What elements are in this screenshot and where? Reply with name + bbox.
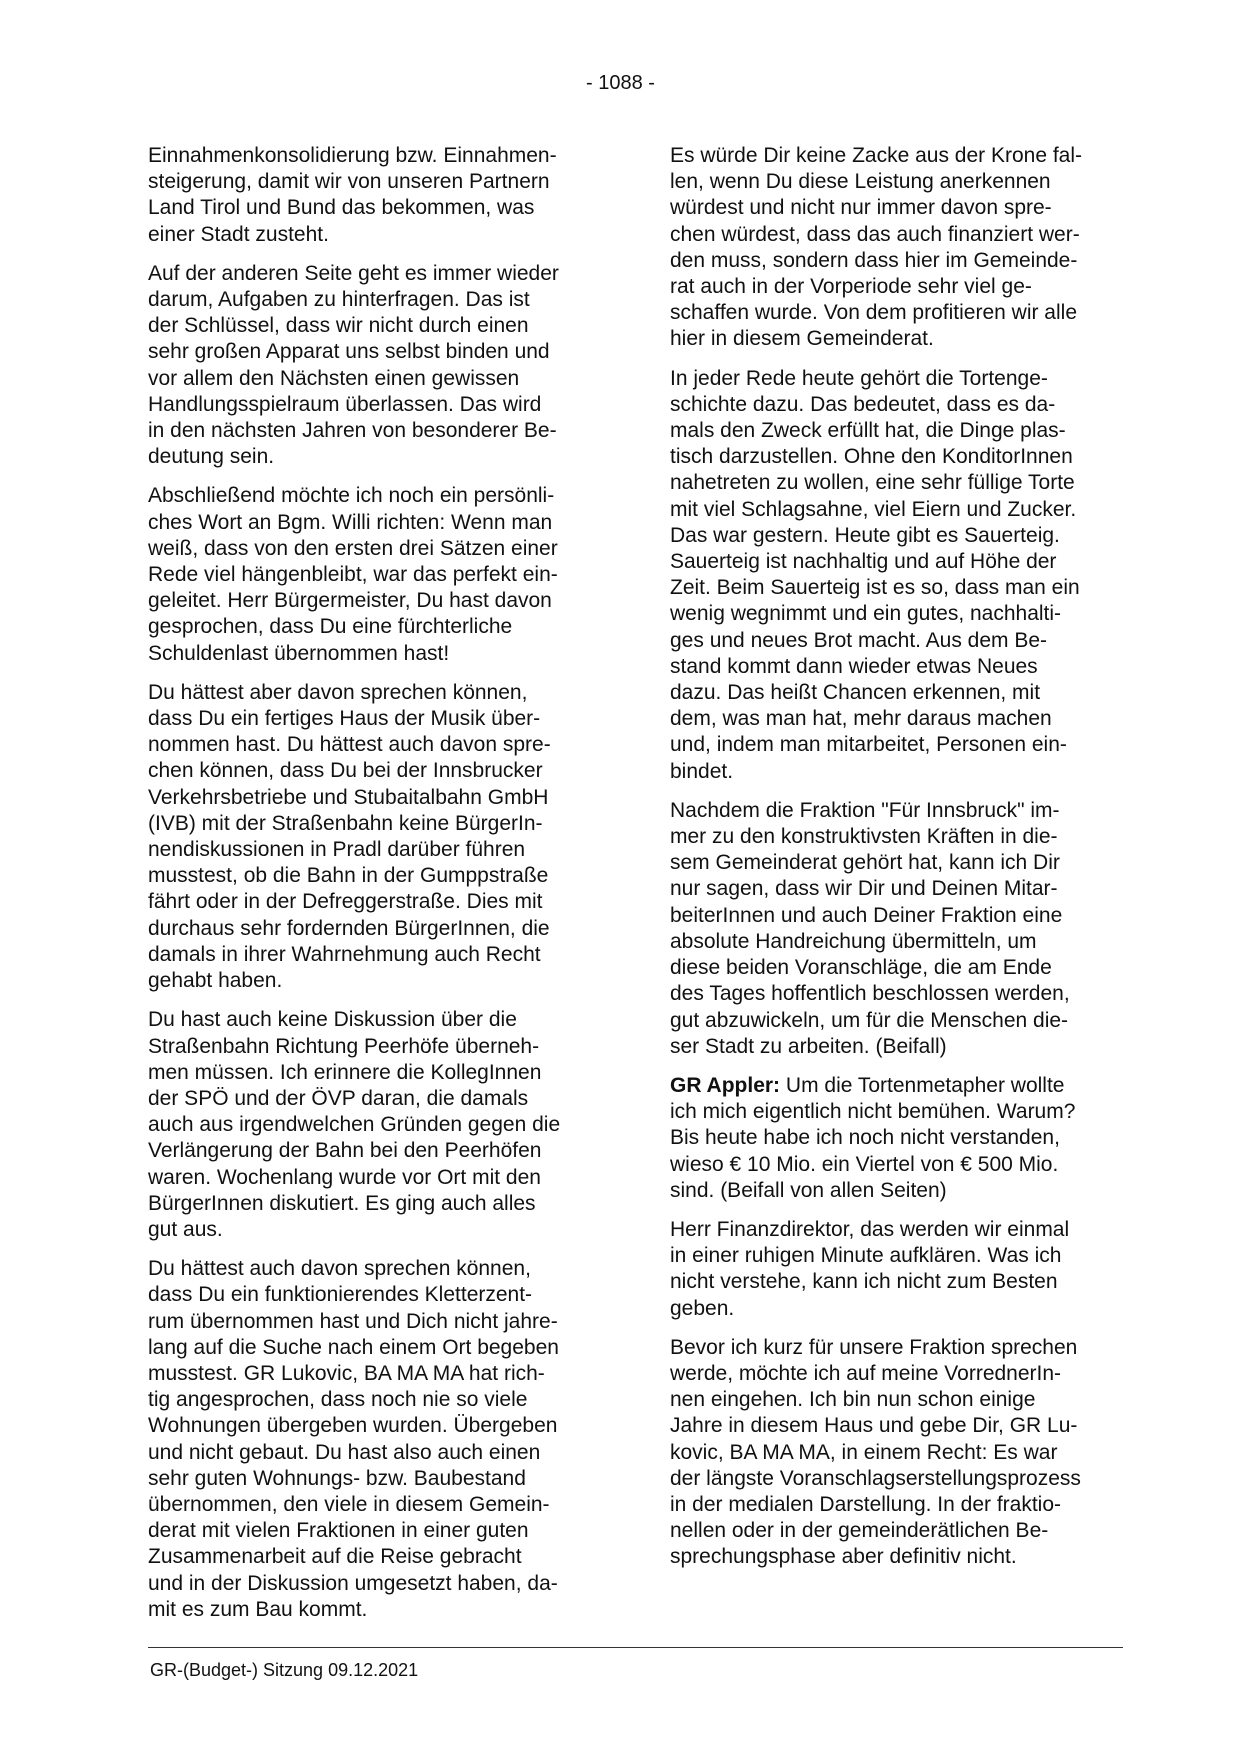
text-line: (IVB) mit der Straßenbahn keine BürgerIn- xyxy=(148,811,543,835)
footer-rule xyxy=(148,1647,1123,1648)
text-line: beiterInnen und auch Deiner Fraktion eine xyxy=(670,903,1063,927)
text-line: und, indem man mitarbeitet, Personen ein- xyxy=(670,733,1067,757)
text-line: Bevor ich kurz für unsere Fraktion sprechen xyxy=(670,1335,1078,1359)
text-line: bindet. xyxy=(670,759,734,783)
text-line: mer zu den konstruktivsten Kräften in die- xyxy=(670,825,1058,849)
text-line: wenig wegnimmt und ein gutes, nachhalti- xyxy=(670,602,1062,626)
footer-text: GR-(Budget-) Sitzung 09.12.2021 xyxy=(150,1660,419,1680)
paragraph xyxy=(148,143,608,248)
text-line: sem Gemeinderat gehört hat, kann ich Dir xyxy=(670,851,1060,875)
text-line: Straßenbahn Richtung Peerhöfe überneh- xyxy=(148,1034,540,1058)
text-line: Bis heute habe ich noch nicht verstanden, xyxy=(670,1126,1060,1150)
text-line: durchaus sehr fordernden BürgerInnen, die xyxy=(148,916,550,940)
text-line: in den nächsten Jahren von besonderer Be- xyxy=(148,419,557,443)
text-line: lang auf die Suche nach einem Ort begeben xyxy=(148,1335,559,1359)
text-line: nahetreten zu wollen, eine sehr füllige Torte xyxy=(670,471,1075,495)
paragraph xyxy=(148,1007,608,1243)
text-line: geben. xyxy=(670,1296,735,1320)
right-column xyxy=(670,143,1130,1584)
text-line: diese beiden Voranschläge, die am Ende xyxy=(670,956,1052,980)
text-line: musstest. GR Lukovic, BA MA MA hat rich- xyxy=(148,1361,545,1385)
text-line: len, wenn Du diese Leistung anerkennen xyxy=(670,170,1051,194)
text-line: BürgerInnen diskutiert. Es ging auch alles xyxy=(148,1191,536,1215)
text-line: geleitet. Herr Bürgermeister, Du hast davon xyxy=(148,589,552,613)
text-line: ches Wort an Bgm. Willi richten: Wenn man xyxy=(148,510,553,534)
text-line: sehr großen Apparat uns selbst binden und xyxy=(148,340,550,364)
text-line: chen würdest, dass das auch finanziert wer- xyxy=(670,222,1080,246)
paragraph xyxy=(670,143,1130,353)
text-line: In jeder Rede heute gehört die Tortenge- xyxy=(670,366,1048,390)
text-line: Du hättest aber davon sprechen können, xyxy=(148,680,528,704)
text-line: in der medialen Darstellung. In der fraktio- xyxy=(670,1492,1062,1516)
text-line: ich mich eigentlich nicht bemühen. Warum? xyxy=(670,1100,1076,1124)
paragraph xyxy=(670,1073,1130,1204)
text-line: schichte dazu. Das bedeutet, dass es da- xyxy=(670,392,1056,416)
text-line: Land Tirol und Bund das bekommen, was xyxy=(148,196,535,220)
paragraph xyxy=(670,1335,1130,1571)
text-line: einer Stadt zusteht. xyxy=(148,222,329,246)
text-line: nendiskussionen in Pradl darüber führen xyxy=(148,838,526,862)
text-line: Einnahmenkonsolidierung bzw. Einnahmen- xyxy=(148,144,557,167)
text-line xyxy=(670,1073,1130,1099)
text-line: Zusammenarbeit auf die Reise gebracht xyxy=(148,1545,522,1569)
text-line: nur sagen, dass wir Dir und Deinen Mitar- xyxy=(670,877,1058,901)
text-line: dass Du ein funktionierendes Kletterzent- xyxy=(148,1283,533,1307)
text-line: damals in ihrer Wahrnehmung auch Recht xyxy=(148,942,541,966)
text-line: dazu. Das heißt Chancen erkennen, mit xyxy=(670,681,1041,705)
text-line: Wohnungen übergeben wurden. Übergeben xyxy=(148,1414,558,1438)
text-line: gut abzuwickeln, um für die Menschen die- xyxy=(670,1008,1069,1032)
text-line: nommen hast. Du hättest auch davon spre- xyxy=(148,733,551,757)
text-line: rat auch in der Vorperiode sehr viel ge- xyxy=(670,275,1032,299)
text-line: mit viel Schlagsahne, viel Eiern und Zucker. xyxy=(670,497,1077,521)
text-line: nicht verstehe, kann ich nicht zum Besten xyxy=(670,1270,1058,1294)
text-line: übernommen, den viele in diesem Gemein- xyxy=(148,1492,550,1516)
text-line: gesprochen, dass Du eine fürchterliche xyxy=(148,615,513,639)
text-line: Handlungsspielraum überlassen. Das wird xyxy=(148,392,542,416)
text-line: Du hättest auch davon sprechen können, xyxy=(148,1257,531,1281)
text-line: Auf der anderen Seite geht es immer wieder xyxy=(148,261,559,285)
text-line: Es würde Dir keine Zacke aus der Krone fal- xyxy=(670,144,1083,167)
left-column xyxy=(148,143,608,1636)
text-line: tisch darzustellen. Ohne den KonditorInnen xyxy=(670,445,1073,469)
text-line: dass Du ein fertiges Haus der Musik über- xyxy=(148,707,541,731)
text-line: Verlängerung der Bahn bei den Peerhöfen xyxy=(148,1139,542,1163)
text-line: stand kommt dann wieder etwas Neues xyxy=(670,654,1038,678)
text-line: gehabt haben. xyxy=(148,969,283,993)
text-line: mals den Zweck erfüllt hat, die Dinge plas- xyxy=(670,419,1066,443)
text-line: darum, Aufgaben zu hinterfragen. Das ist xyxy=(148,288,530,312)
text-line: der längste Voranschlagserstellungsprozess xyxy=(670,1466,1081,1490)
text-line: rum übernommen hast und Dich nicht jahre- xyxy=(148,1309,558,1333)
text-line: sehr guten Wohnungs- bzw. Baubestand xyxy=(148,1466,526,1490)
paragraph xyxy=(670,798,1130,1060)
text-line: Nachdem die Fraktion "Für Innsbruck" im- xyxy=(670,798,1060,822)
text-line: hier in diesem Gemeinderat. xyxy=(670,327,934,351)
text-line: des Tages hoffentlich beschlossen werden, xyxy=(670,982,1070,1006)
text-line: mit es zum Bau kommt. xyxy=(148,1597,368,1621)
text-line: sprechungsphase aber definitiv nicht. xyxy=(670,1545,1017,1569)
text-line: Rede viel hängenbleibt, war das perfekt ein- xyxy=(148,563,558,587)
text-line: der SPÖ und der ÖVP daran, die damals xyxy=(148,1086,529,1110)
text-line: Zeit. Beim Sauerteig ist es so, dass man ein xyxy=(670,576,1080,600)
text-line: Abschließend möchte ich noch ein persönli- xyxy=(148,484,555,508)
text-line: musstest, ob die Bahn in der Gumppstraße xyxy=(148,864,549,888)
text-line: sind. (Beifall von allen Seiten) xyxy=(670,1178,947,1202)
text-line: in einer ruhigen Minute aufklären. Was ich xyxy=(670,1244,1062,1268)
paragraph xyxy=(148,261,608,471)
text-line: wieso € 10 Mio. ein Viertel von € 500 Mio. xyxy=(670,1152,1059,1176)
text-line: waren. Wochenlang wurde vor Ort mit den xyxy=(148,1165,541,1189)
text-line: kovic, BA MA MA, in einem Recht: Es war xyxy=(670,1440,1058,1464)
text-line: chen können, dass Du bei der Innsbrucker xyxy=(148,759,543,783)
text-line: Sauerteig ist nachhaltig und auf Höhe der xyxy=(670,550,1057,574)
text-line: derat mit vielen Fraktionen in einer guten xyxy=(148,1519,529,1543)
text-line: Verkehrsbetriebe und Stubaitalbahn GmbH xyxy=(148,785,549,809)
text-line: dem, was man hat, mehr daraus machen xyxy=(670,707,1052,731)
text-line: Herr Finanzdirektor, das werden wir einmal xyxy=(670,1217,1070,1241)
page-number: - 1088 - xyxy=(586,72,655,94)
paragraph xyxy=(148,483,608,666)
text-line: fährt oder in der Defreggerstraße. Dies mit xyxy=(148,890,543,914)
text-line: weiß, dass von den ersten drei Sätzen einer xyxy=(148,536,558,560)
text-line: ser Stadt zu arbeiten. (Beifall) xyxy=(670,1034,947,1058)
text-line: tig angesprochen, dass noch nie so viele xyxy=(148,1388,528,1412)
text-line: gut aus. xyxy=(148,1217,223,1241)
text-line: vor allem den Nächsten einen gewissen xyxy=(148,366,520,390)
text-line: Das war gestern. Heute gibt es Sauerteig. xyxy=(670,523,1060,547)
text-line: und nicht gebaut. Du hast also auch einen xyxy=(148,1440,541,1464)
text-line: der Schlüssel, dass wir nicht durch einen xyxy=(148,314,529,338)
paragraph xyxy=(148,680,608,994)
speaker-name: GR Appler: xyxy=(670,1073,781,1097)
text-line: den muss, sondern dass hier im Gemeinde- xyxy=(670,248,1078,272)
text-line: Schuldenlast übernommen hast! xyxy=(148,641,450,665)
text-line: würdest und nicht nur immer davon spre- xyxy=(670,196,1052,220)
text-line: nen eingehen. Ich bin nun schon einige xyxy=(670,1388,1036,1412)
text-line: ges und neues Brot macht. Aus dem Be- xyxy=(670,628,1048,652)
text-line: werde, möchte ich auf meine VorrednerIn- xyxy=(670,1361,1062,1385)
paragraph xyxy=(670,1217,1130,1322)
speaker-text: Um die Tortenmetapher wollte xyxy=(780,1073,1065,1097)
text-line: men müssen. Ich erinnere die KollegInnen xyxy=(148,1060,542,1084)
paragraph xyxy=(670,366,1130,785)
text-line: steigerung, damit wir von unseren Partnern xyxy=(148,170,550,194)
text-line: absolute Handreichung übermitteln, um xyxy=(670,929,1037,953)
text-line: auch aus irgendwelchen Gründen gegen die xyxy=(148,1113,561,1137)
text-line: Du hast auch keine Diskussion über die xyxy=(148,1008,517,1032)
text-line: deutung sein. xyxy=(148,445,275,469)
text-line: und in der Diskussion umgesetzt haben, da- xyxy=(148,1571,558,1595)
text-line: Jahre in diesem Haus und gebe Dir, GR Lu- xyxy=(670,1414,1078,1438)
text-line: nellen oder in der gemeinderätlichen Be- xyxy=(670,1519,1049,1543)
text-line: schaffen wurde. Von dem profitieren wir alle xyxy=(670,301,1077,325)
paragraph xyxy=(148,1256,608,1623)
